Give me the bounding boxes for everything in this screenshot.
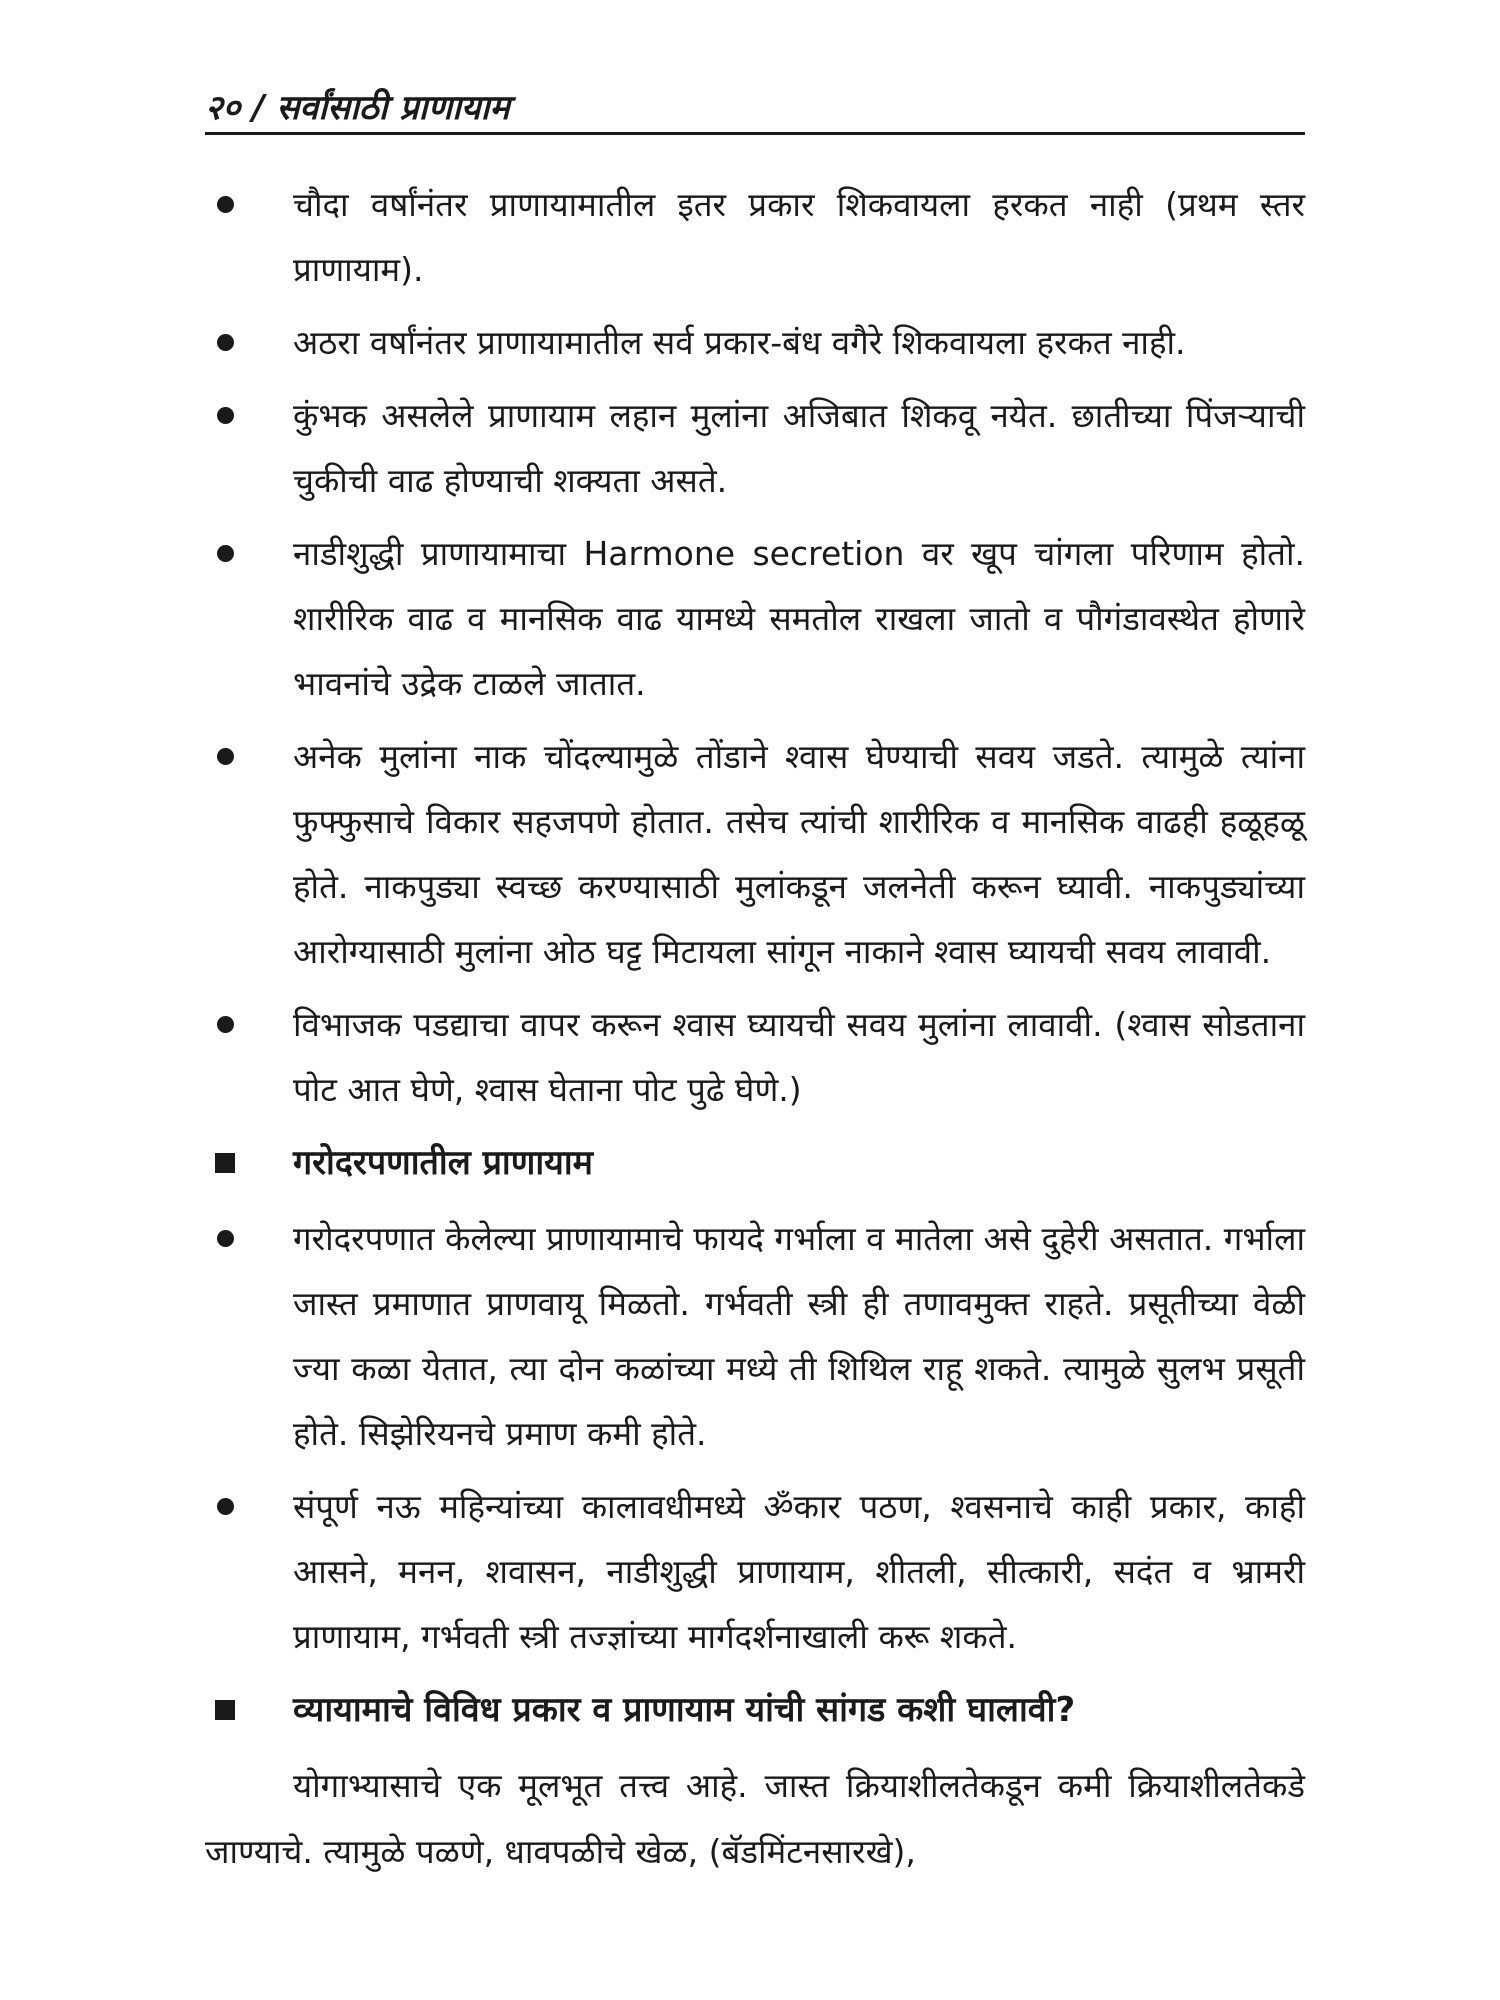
bullet-icon [217,1230,234,1247]
bullet-text: संपूर्ण नऊ महिन्यांच्या कालावधीमध्ये ॐकार पठण, श्वसनाचे काही प्रकार, काही आसने, मनन, शवासन, नाडीशुद्धी प्राणायाम, शीतली, सीत्कारी, सदंत व भ्रामरी प्राणायाम, गर्भवती स्त्री तज्ज्ञांच्या मार्गदर्शनाखाली करू शकते. [293,1487,1305,1656]
bullet-item [205,521,1305,716]
bullet-item [205,992,1305,1122]
bullet-icon [217,196,234,213]
section-heading [205,1130,1305,1196]
body-paragraph: योगाभ्यासाचे एक मूलभूत तत्त्व आहे. जास्त क्रियाशीलतेकडून कमी क्रियाशीलतेकडे जाण्याचे. त्यामुळे पळणे, धावपळीचे खेळ, (बॅडमिंटनसारखे), [205,1766,1305,1871]
section-heading-text: गरोदरपणातील प्राणायाम [293,1143,593,1183]
section-heading-text: व्यायामाचे विविध प्रकार व प्राणायाम यांची सांगड कशी घालावी? [293,1690,1076,1730]
running-head: २० / सर्वांसाठी प्राणायाम [205,88,510,128]
square-bullet-icon [215,1153,235,1173]
bullet-item [205,1206,1305,1466]
bullet-text: विभाजक पडद्याचा वापर करून श्वास घ्यायची सवय मुलांना लावावी. (श्वास सोडताना पोट आत घेणे, श्वास घेताना पोट पुढे घेणे.) [293,1005,1305,1109]
section-heading [205,1677,1305,1743]
bullet-icon [217,748,234,765]
bullet-item [205,310,1305,375]
bullet-item [205,1474,1305,1669]
bullet-text: गरोदरपणात केलेल्या प्राणायामाचे फायदे गर्भाला व मातेला असे दुहेरी असतात. गर्भाला जास्त प्रमाणात प्राणवायू मिळतो. गर्भवती स्त्री ही तणावमुक्त राहते. प्रसूतीच्या वेळी ज्या कळा येतात, त्या दोन कळांच्या मध्ये ती शिथिल राहू शकते. त्यामुळे सुलभ प्रसूती होते. सिझेरियनचे प्रमाण कमी होते. [293,1219,1305,1453]
bullet-text: चौदा वर्षांनंतर प्राणायामातील इतर प्रकार शिकवायला हरकत नाही (प्रथम स्तर प्राणायाम). [293,185,1305,289]
bullet-text: अनेक मुलांना नाक चोंदल्यामुळे तोंडाने श्वास घेण्याची सवय जडते. त्यामुळे त्यांना फुफ्फुसाचे विकार सहजपणे होतात. तसेच त्यांची शारीरिक व मानसिक वाढही हळूहळू होते. नाकपुड्या स्वच्छ करण्यासाठी मुलांकडून जलनेती करून घ्यावी. नाकपुड्यांच्या आरोग्यासाठी मुलांना ओठ घट्ट मिटायला सांगून नाकाने श्वास घ्यायची सवय लावावी. [293,737,1305,971]
bullet-icon [217,407,234,424]
bullet-icon [217,545,234,562]
bullet-item [205,383,1305,513]
bullet-item [205,724,1305,984]
bullet-text: कुंभक असलेले प्राणायाम लहान मुलांना अजिबात शिकवू नयेत. छातीच्या पिंजऱ्याची चुकीची वाढ होण्याची शक्यता असते. [293,396,1305,500]
bullet-icon [217,1016,234,1033]
bullet-text: नाडीशुद्धी प्राणायामाचा Harmone secretion वर खूप चांगला परिणाम होतो. शारीरिक वाढ व मानसिक वाढ यामध्ये समतोल राखला जातो व पौगंडावस्थेत होणारे भावनांचे उद्रेक टाळले जातात. [293,534,1305,703]
bullet-text: अठरा वर्षांनंतर प्राणायामातील सर्व प्रकार-बंध वगैरे शिकवायला हरकत नाही. [293,323,1186,362]
square-bullet-icon [215,1700,235,1720]
bullet-item [205,172,1305,302]
bullet-icon [217,334,234,351]
bullet-icon [217,1498,234,1515]
header-rule [205,132,1305,135]
page-body [205,172,1305,1885]
